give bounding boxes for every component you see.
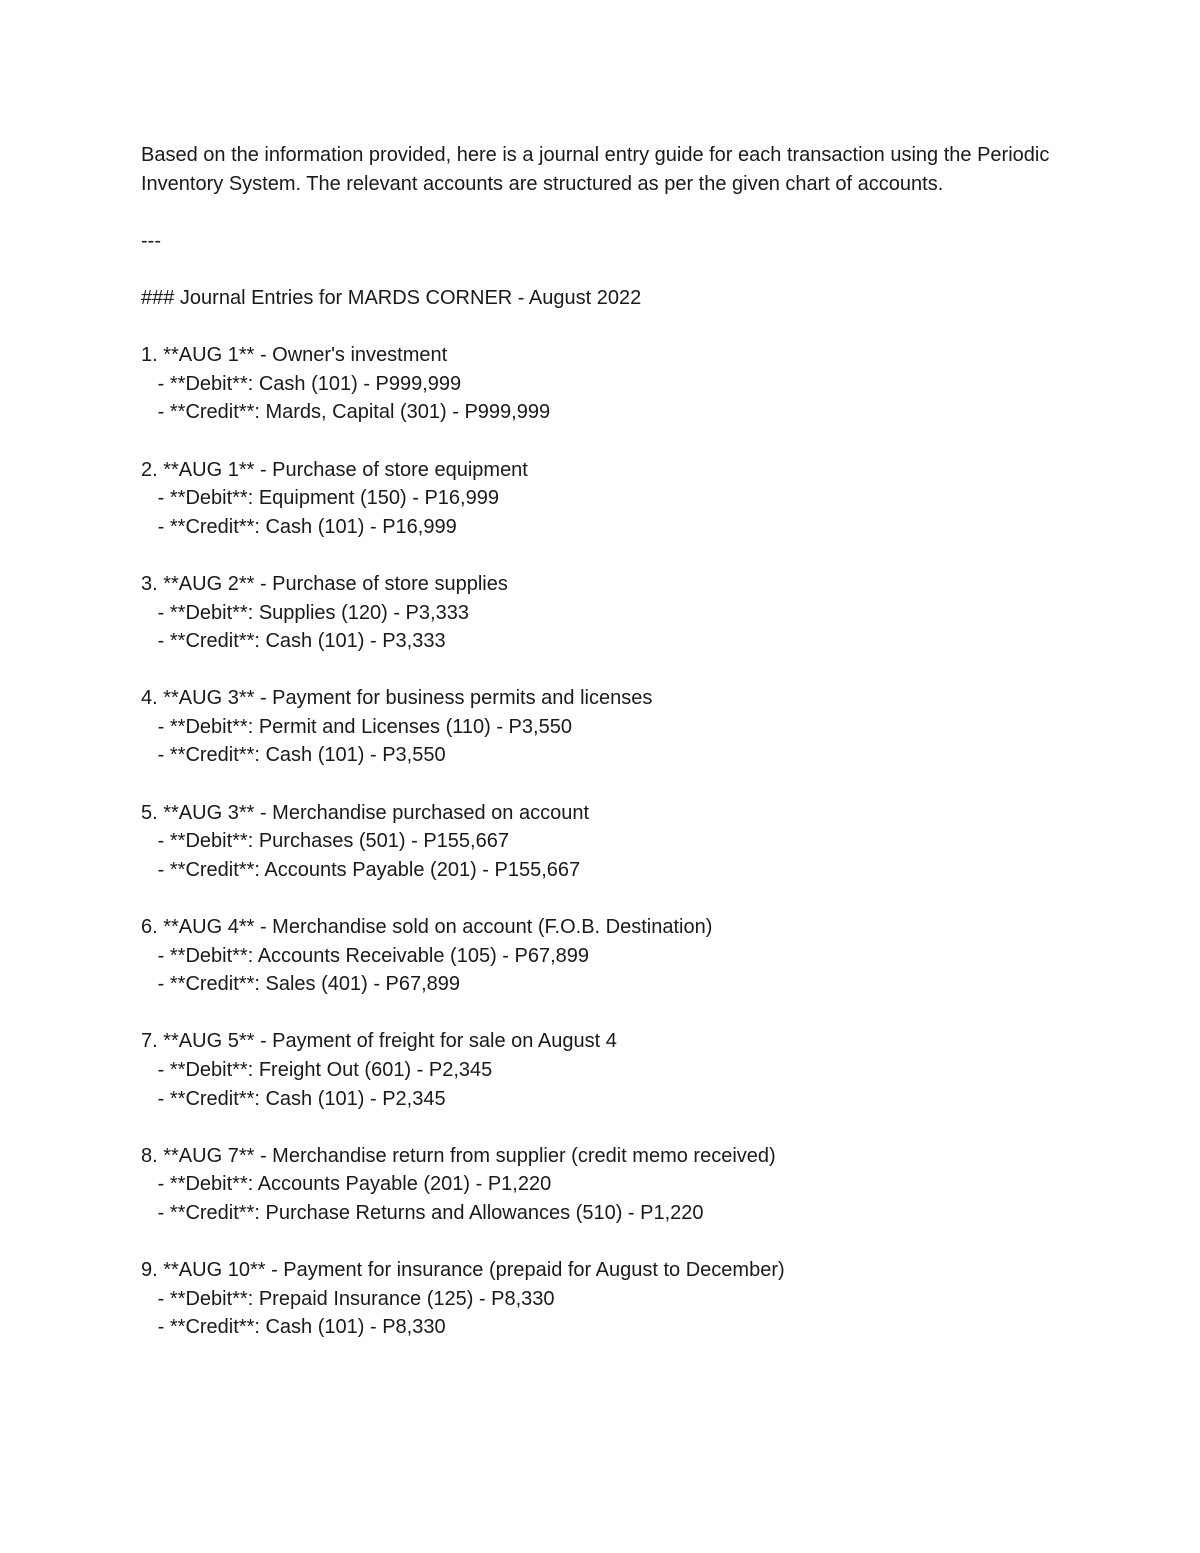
entry-title: 8. **AUG 7** - Merchandise return from supplier (credit memo received) [141, 1144, 776, 1167]
entry-credit: - **Credit**: Purchase Returns and Allowances (510) - P1,220 [141, 1201, 704, 1224]
journal-entry [141, 684, 1061, 770]
entry-title: 6. **AUG 4** - Merchandise sold on account (F.O.B. Destination) [141, 916, 713, 939]
journal-entry [141, 799, 1061, 885]
entry-title: 9. **AUG 10** - Payment for insurance (prepaid for August to December) [141, 1259, 785, 1282]
journal-entry [141, 1256, 1061, 1342]
entry-debit: - **Debit**: Prepaid Insurance (125) - P8,330 [141, 1287, 555, 1310]
entry-title: 1. **AUG 1** - Owner's investment [141, 344, 448, 367]
journal-entries-list [141, 341, 1061, 1342]
document-body [141, 141, 1061, 1371]
entry-title: 4. **AUG 3** - Payment for business permits and licenses [141, 687, 653, 710]
entry-credit: - **Credit**: Cash (101) - P3,550 [141, 744, 446, 767]
entry-credit: - **Credit**: Cash (101) - P8,330 [141, 1316, 446, 1339]
entry-debit: - **Debit**: Freight Out (601) - P2,345 [141, 1059, 493, 1081]
entry-credit: - **Credit**: Cash (101) - P16,999 [141, 515, 457, 538]
entry-debit: - **Debit**: Purchases (501) - P155,667 [141, 830, 509, 853]
entry-credit: - **Credit**: Cash (101) - P2,345 [141, 1087, 446, 1110]
intro-paragraph: Based on the information provided, here is a journal entry guide for each transaction using the Periodic Inventory System. The relevant accounts are structured as per the given chart of accounts. [141, 144, 1050, 195]
entry-credit: - **Credit**: Mards, Capital (301) - P999,999 [141, 401, 551, 424]
entry-debit: - **Debit**: Accounts Receivable (105) - P67,899 [141, 944, 590, 967]
entry-credit: - **Credit**: Sales (401) - P67,899 [141, 973, 461, 996]
entry-debit: - **Debit**: Permit and Licenses (110) - P3,550 [141, 715, 572, 738]
journal-entry [141, 341, 1061, 427]
entry-title: 2. **AUG 1** - Purchase of store equipment [141, 458, 528, 481]
journal-entry [141, 570, 1061, 656]
entry-credit: - **Credit**: Accounts Payable (201) - P155,667 [141, 858, 581, 881]
section-divider: --- [141, 229, 161, 252]
journal-entry [141, 913, 1061, 999]
entry-title: 7. **AUG 5** - Payment of freight for sale on August 4 [141, 1030, 617, 1053]
journal-entry [141, 1142, 1061, 1228]
entry-debit: - **Debit**: Cash (101) - P999,999 [141, 372, 462, 395]
entry-title: 5. **AUG 3** - Merchandise purchased on account [141, 801, 590, 824]
entry-debit: - **Debit**: Supplies (120) - P3,333 [141, 601, 469, 624]
journal-heading: ### Journal Entries for MARDS CORNER - August 2022 [141, 286, 642, 309]
journal-entry [141, 456, 1061, 542]
entry-title: 3. **AUG 2** - Purchase of store supplies [141, 572, 508, 595]
entry-debit: - **Debit**: Accounts Payable (201) - P1,220 [141, 1173, 552, 1196]
entry-debit: - **Debit**: Equipment (150) - P16,999 [141, 487, 499, 510]
journal-entry [141, 1027, 1061, 1113]
entry-credit: - **Credit**: Cash (101) - P3,333 [141, 630, 446, 653]
